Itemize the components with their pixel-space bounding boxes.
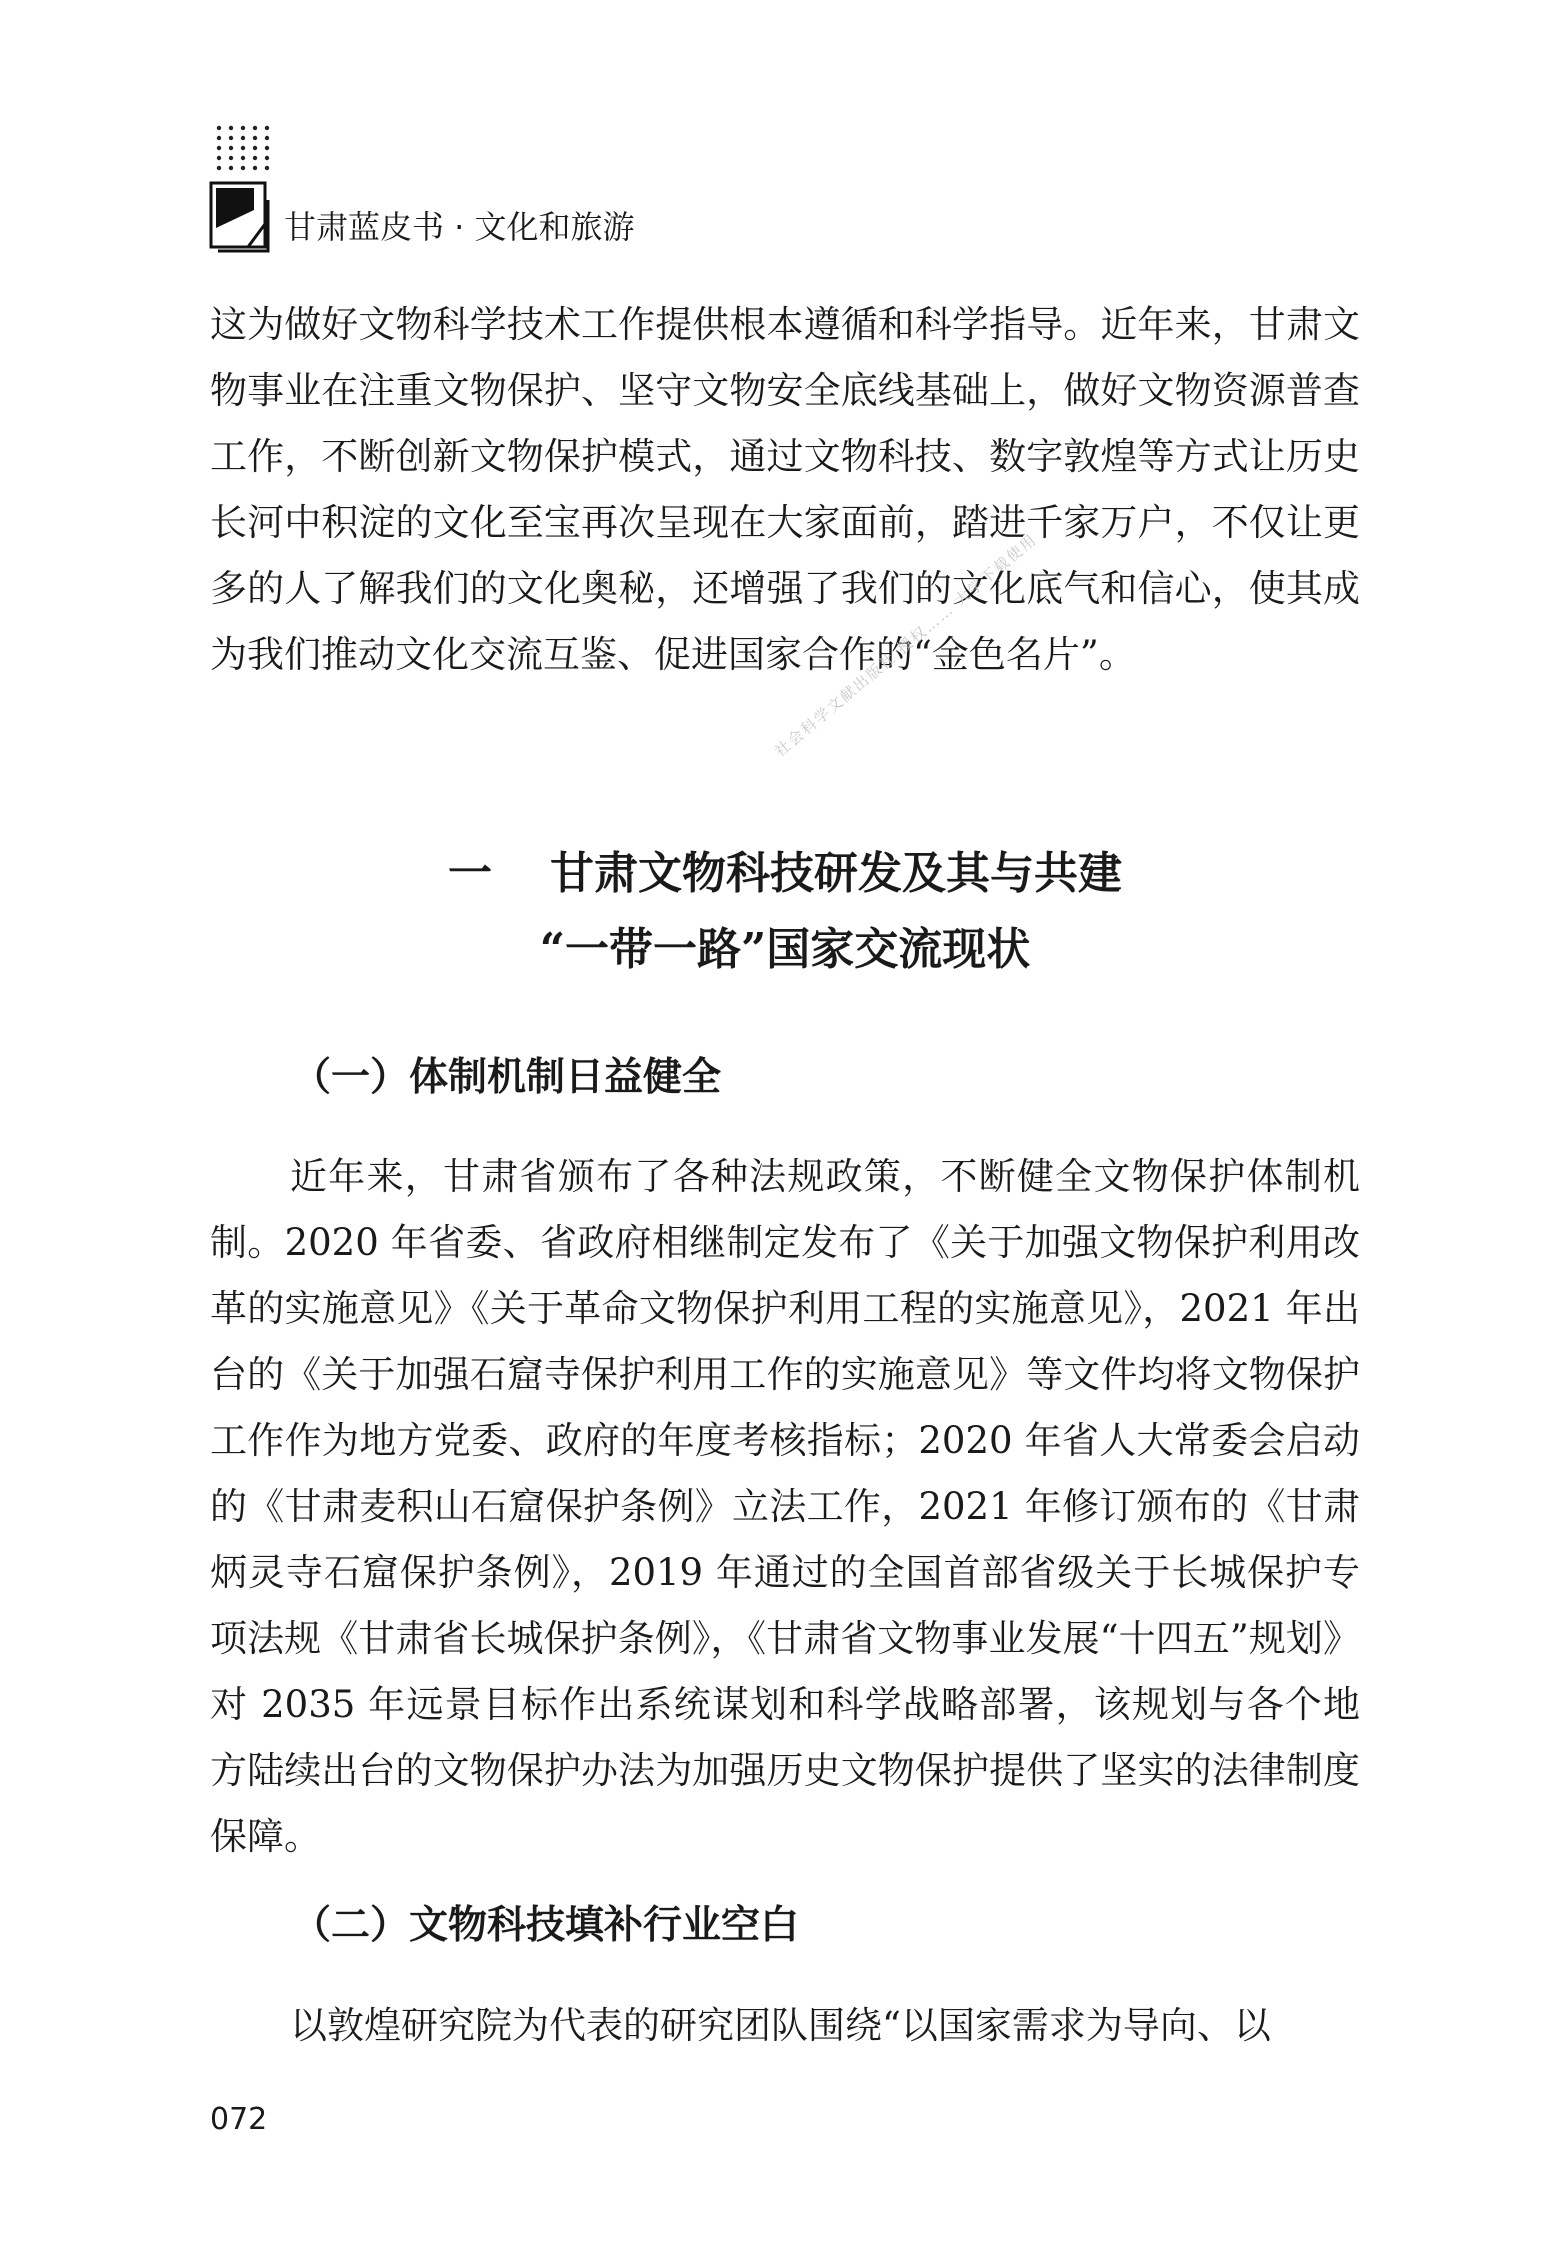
body-paragraph-2: 以敦煌研究院为代表的研究团队围绕“以国家需求为导向、以 bbox=[290, 2004, 1271, 2047]
section-title-text: 甘肃文物科技研发及其与共建 bbox=[550, 848, 1122, 899]
page-number: 072 bbox=[210, 2102, 268, 2137]
body-paragraph-1: 近年来，甘肃省颁布了各种法规政策，不断健全文物保护体制机制。2020 年省委、省政府相继制定发布了《关于加强文物保护利用改革的实施意见》《关于革命文物保护利用工程的实施意见》，2021 年出台的《关于加强石窟寺保护利用工作的实施意见》等文件均将文物保护工作作为地方党委、政府的年度考核指标；2020 年省人大常委会启动的《甘肃麦积山石窟保护条例》立法工作，2021 年修订颁布的《甘肃炳灵寺石窟保护条例》，2019 年通过的全国首部省级关于长城保护专项法规《甘肃省长城保护条例》，《甘肃省文物事业发展“十四五”规划》对 2035 年远景目标作出系统谋划和科学战略部署，该规划与各个地方陆续出台的文物保护办法为加强历史文物保护提供了坚实的法律制度保障。 bbox=[210, 1155, 1360, 1858]
subheading-2: （二）文物科技填补行业空白 bbox=[292, 1903, 800, 1948]
section-number: 一 bbox=[448, 848, 492, 899]
book-logo-icon bbox=[208, 180, 276, 256]
intro-paragraph: 这为做好文物科学技术工作提供根本遵循和科学指导。近年来，甘肃文物事业在注重文物保护、坚守文物安全底线基础上，做好文物资源普查工作，不断创新文物保护模式，通过文物科技、数字敦煌等方式让历史长河中积淀的文化至宝再次呈现在大家面前，踏进千家万户，不仅让更多的人了解我们的文化奥秘，还增强了我们的文化底气和信心，使其成为我们推动文化交流互鉴、促进国家合作的“金色名片”。 bbox=[210, 303, 1360, 676]
subheading-1: （一）体制机制日益健全 bbox=[292, 1055, 722, 1100]
running-header bbox=[208, 124, 688, 264]
watermark: 社会科学文献出版社 授权…… 大学下载使用 bbox=[771, 530, 1041, 761]
header-title: 甘肃蓝皮书 · 文化和旅游 bbox=[284, 208, 635, 246]
section-title-line1 bbox=[210, 836, 1360, 912]
section-title-line2: “一带一路”国家交流现状 bbox=[539, 924, 1031, 975]
dot-grid-decoration bbox=[216, 124, 278, 176]
